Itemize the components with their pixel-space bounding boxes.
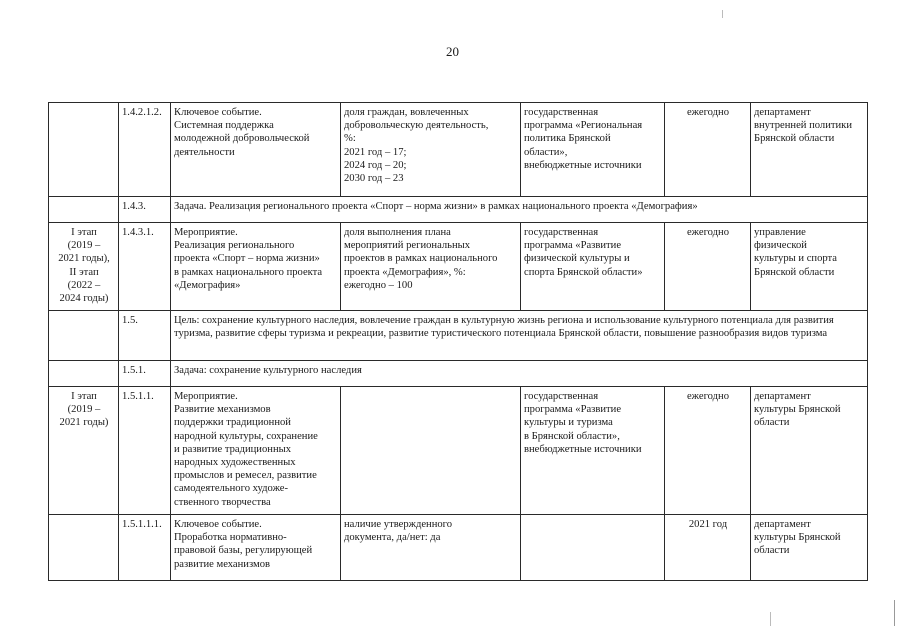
number-cell: 1.5.1.1. bbox=[119, 387, 171, 515]
table-row bbox=[49, 103, 868, 197]
stage-cell: I этап (2019 – 2021 годы) bbox=[49, 387, 119, 515]
executor-cell: управление физической культуры и спорта Брянской области bbox=[751, 223, 868, 311]
page-number: 20 bbox=[446, 44, 459, 59]
table-row bbox=[49, 361, 868, 387]
stage-cell bbox=[49, 103, 119, 197]
number-cell: 1.4.2.1.2. bbox=[119, 103, 171, 197]
scan-mark bbox=[770, 612, 771, 626]
funding-source-cell: государственная программа «Развитие физической культуры и спорта Брянской области» bbox=[521, 223, 665, 311]
period-cell: ежегодно bbox=[665, 223, 751, 311]
executor-cell: департамент культуры Брянской области bbox=[751, 515, 868, 581]
stage-cell bbox=[49, 515, 119, 581]
period-cell: 2021 год bbox=[665, 515, 751, 581]
task-cell: Задача. Реализация регионального проекта «Спорт – норма жизни» в рамках национального проекта «Демография» bbox=[171, 197, 868, 223]
table-row bbox=[49, 515, 868, 581]
indicator-cell: наличие утвержденного документа, да/нет: да bbox=[341, 515, 521, 581]
scan-mark bbox=[722, 10, 723, 18]
stage-cell bbox=[49, 361, 119, 387]
plan-table bbox=[48, 102, 868, 581]
funding-source-cell: государственная программа «Развитие культуры и туризма в Брянской области», внебюджетные источники bbox=[521, 387, 665, 515]
indicator-cell: доля граждан, вовлеченных добровольческую деятельность, %: 2021 год – 17; 2024 год – 20; 2030 год – 23 bbox=[341, 103, 521, 197]
stage-cell bbox=[49, 197, 119, 223]
number-cell: 1.4.3. bbox=[119, 197, 171, 223]
period-cell: ежегодно bbox=[665, 387, 751, 515]
table-row bbox=[49, 223, 868, 311]
stage-cell bbox=[49, 311, 119, 361]
table-row bbox=[49, 387, 868, 515]
executor-cell: департамент внутренней политики Брянской области bbox=[751, 103, 868, 197]
indicator-cell: доля выполнения плана мероприятий региональных проектов в рамках национального проекта «Демография», %: ежегодно – 100 bbox=[341, 223, 521, 311]
indicator-cell bbox=[341, 387, 521, 515]
event-cell: Мероприятие. Развитие механизмов поддержки традиционной народной культуры, сохранение и развитие традиционных народных художественных промыслов и ремесел, развитие самодеятельного художе- ственного творчества bbox=[171, 387, 341, 515]
event-cell: Ключевое событие. Системная поддержка молодежной добровольческой деятельности bbox=[171, 103, 341, 197]
event-cell: Мероприятие. Реализация регионального проекта «Спорт – норма жизни» в рамках национального проекта «Демография» bbox=[171, 223, 341, 311]
stage-cell: I этап (2019 – 2021 годы), II этап (2022 – 2024 годы) bbox=[49, 223, 119, 311]
number-cell: 1.5.1. bbox=[119, 361, 171, 387]
event-cell: Ключевое событие. Проработка нормативно- правовой базы, регулирующей развитие механизмов bbox=[171, 515, 341, 581]
executor-cell: департамент культуры Брянской области bbox=[751, 387, 868, 515]
goal-cell: Цель: сохранение культурного наследия, вовлечение граждан в культурную жизнь региона и использование культурного потенциала для развития туризма, развитие сферы туризма и рекреации, развитие туристического потенциала Брянской области, повышение разнообразия видов туризма bbox=[171, 311, 868, 361]
number-cell: 1.5. bbox=[119, 311, 171, 361]
funding-source-cell bbox=[521, 515, 665, 581]
number-cell: 1.4.3.1. bbox=[119, 223, 171, 311]
funding-source-cell: государственная программа «Региональная политика Брянской области», внебюджетные источники bbox=[521, 103, 665, 197]
table-row bbox=[49, 311, 868, 361]
scan-mark bbox=[894, 600, 895, 626]
task-cell: Задача: сохранение культурного наследия bbox=[171, 361, 868, 387]
number-cell: 1.5.1.1.1. bbox=[119, 515, 171, 581]
table-row bbox=[49, 197, 868, 223]
period-cell: ежегодно bbox=[665, 103, 751, 197]
